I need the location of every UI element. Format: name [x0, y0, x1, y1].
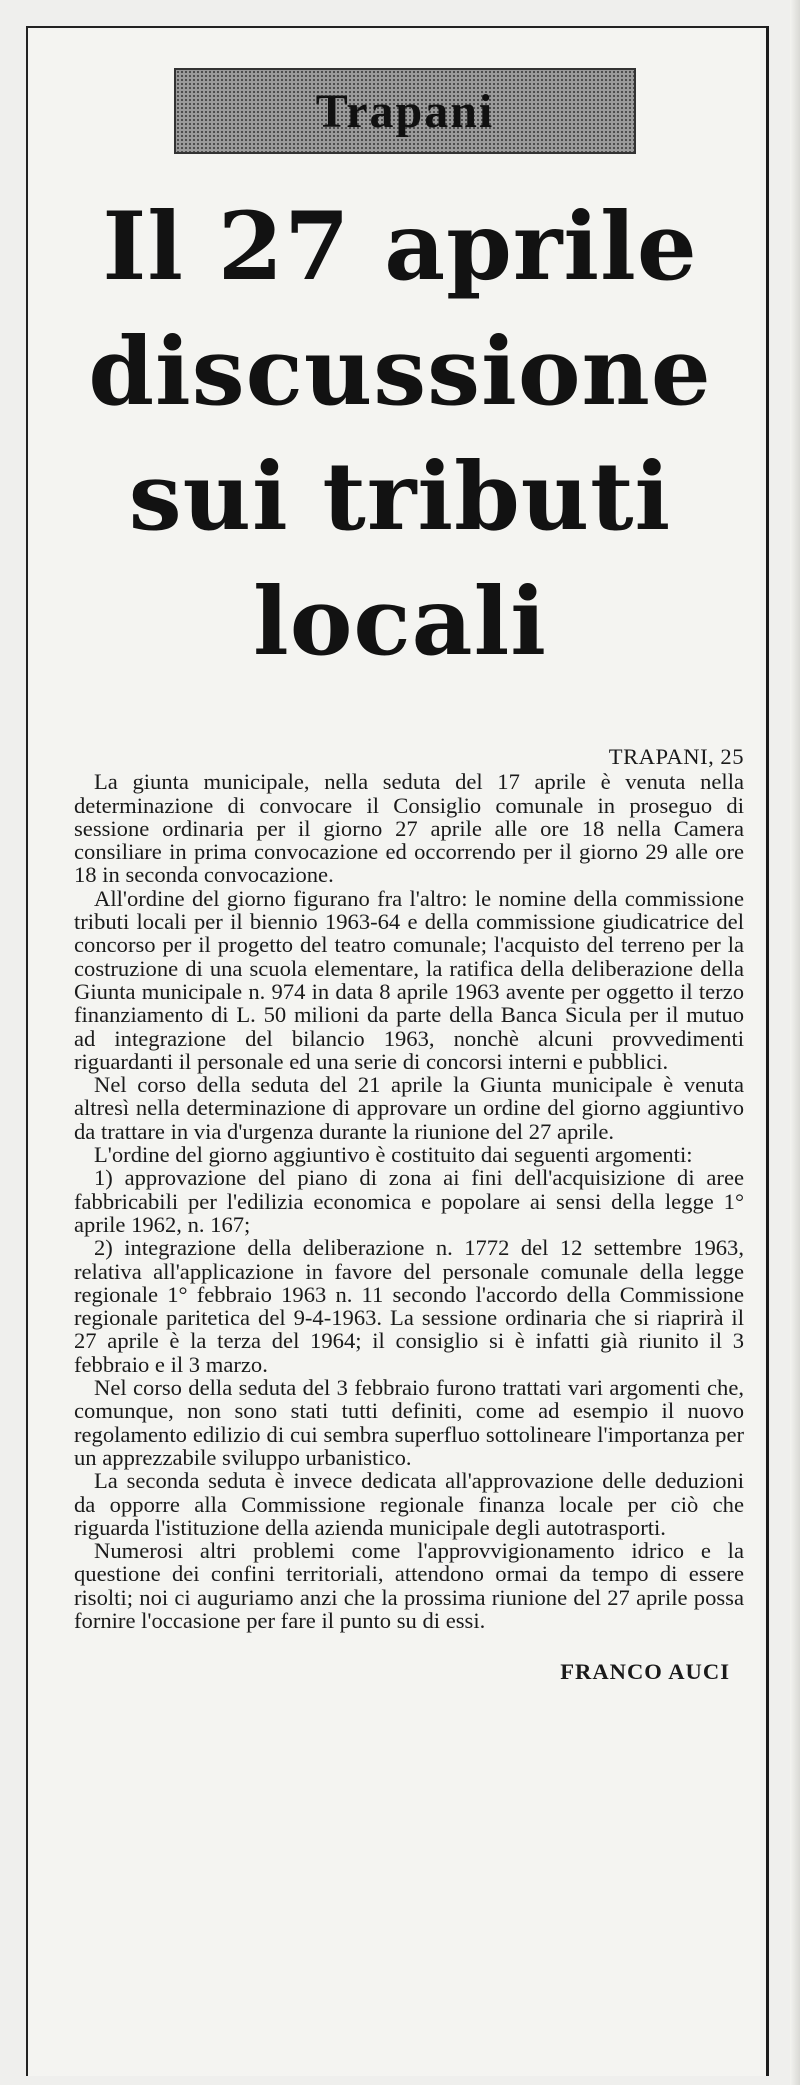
headline-line-1: Il 27 aprile — [102, 192, 698, 302]
adjacent-column-edge — [790, 0, 800, 2085]
column-rule — [766, 26, 769, 2076]
paragraph: L'ordine del giorno aggiuntivo è costituito dai seguenti argomenti: — [94, 1142, 693, 1168]
dateline: TRAPANI, 25 — [608, 744, 744, 769]
paragraph: Numerosi altri problemi come l'approvvigionamento idrico e la questione dei confini territoriali, attendono ormai da tempo di essere risolti; noi ci auguriamo anzi che la prossima riunione del 27 aprile possa fornire l'occasione per fare il punto su di essi. — [74, 1538, 744, 1633]
article-body — [74, 745, 744, 1684]
paragraph: La giunta municipale, nella seduta del 17 aprile è venuta nella determinazione di convocare il Consiglio comunale in proseguo di sessione ordinaria per il giorno 27 aprile alle ore 18 nella Camera consiliare in prima convocazione ed occorrendo per il giorno 29 alle ore 18 in seconda convocazione. — [74, 769, 744, 888]
list-item: 1) approvazione del piano di zona ai fini dell'acquisizione di aree fabbricabili per l'edilizia economica e popolare ai sensi della legge 1° aprile 1962, n. 167; — [74, 1165, 744, 1237]
headline-line-4: locali — [253, 567, 547, 678]
headline-line-3: sui tributi — [128, 442, 672, 553]
section-kicker — [174, 68, 636, 154]
paragraph: Nel corso della seduta del 3 febbraio furono trattati vari argomenti che, comunque, non sono stati tutti definiti, come ad esempio il nuovo regolamento edilizio di cui sembra superfluo sottolineare l'importanza per un apprezzabile sviluppo urbanistico. — [74, 1375, 744, 1470]
list-item: 2) integrazione della deliberazione n. 1772 del 12 settembre 1963, relativa all'applicazione in favore del personale comunale della legge regionale 1° febbraio 1963 n. 11 secondo l'accordo della Commissione regionale paritetica del 9-4-1963. La sessione ordinaria che si riaprirà il 27 aprile è la terza del 1964; il consiglio si è infatti già riunito il 3 febbraio e il 3 marzo. — [74, 1235, 744, 1377]
headline-line-2: discussione — [88, 317, 712, 428]
paragraph: All'ordine del giorno figurano fra l'altro: le nomine della commissione tributi locali per il biennio 1963-64 e della commissione giudicatrice del concorso per il progetto del teatro comunale; l'acquisto del terreno per la costruzione di una scuola elementare, la ratifica della deliberazione della Giunta municipale n. 974 in data 8 aprile 1963 avente per oggetto il terzo finanziamento di L. 50 milioni da parte della Banca Sicula per il mutuo ad integrazione del bilancio 1963, nonchè alcuni provvedimenti riguardanti il personale ed una serie di concorsi interni e pubblici. — [74, 885, 744, 1074]
kicker-label: Trapani — [315, 84, 495, 138]
paragraph: La seconda seduta è invece dedicata all'approvazione delle deduzioni da opporre alla Commissione regionale finanza locale per ciò che riguarda l'istituzione della azienda municipale degli autotrasporti. — [74, 1468, 744, 1540]
byline: FRANCO AUCI — [560, 1659, 730, 1685]
paragraph: Nel corso della seduta del 21 aprile la Giunta municipale è venuta altresì nella determinazione di approvare un ordine del giorno aggiuntivo da trattare in via d'urgenza durante la riunione del 27 aprile. — [74, 1072, 744, 1144]
headline — [60, 185, 740, 685]
